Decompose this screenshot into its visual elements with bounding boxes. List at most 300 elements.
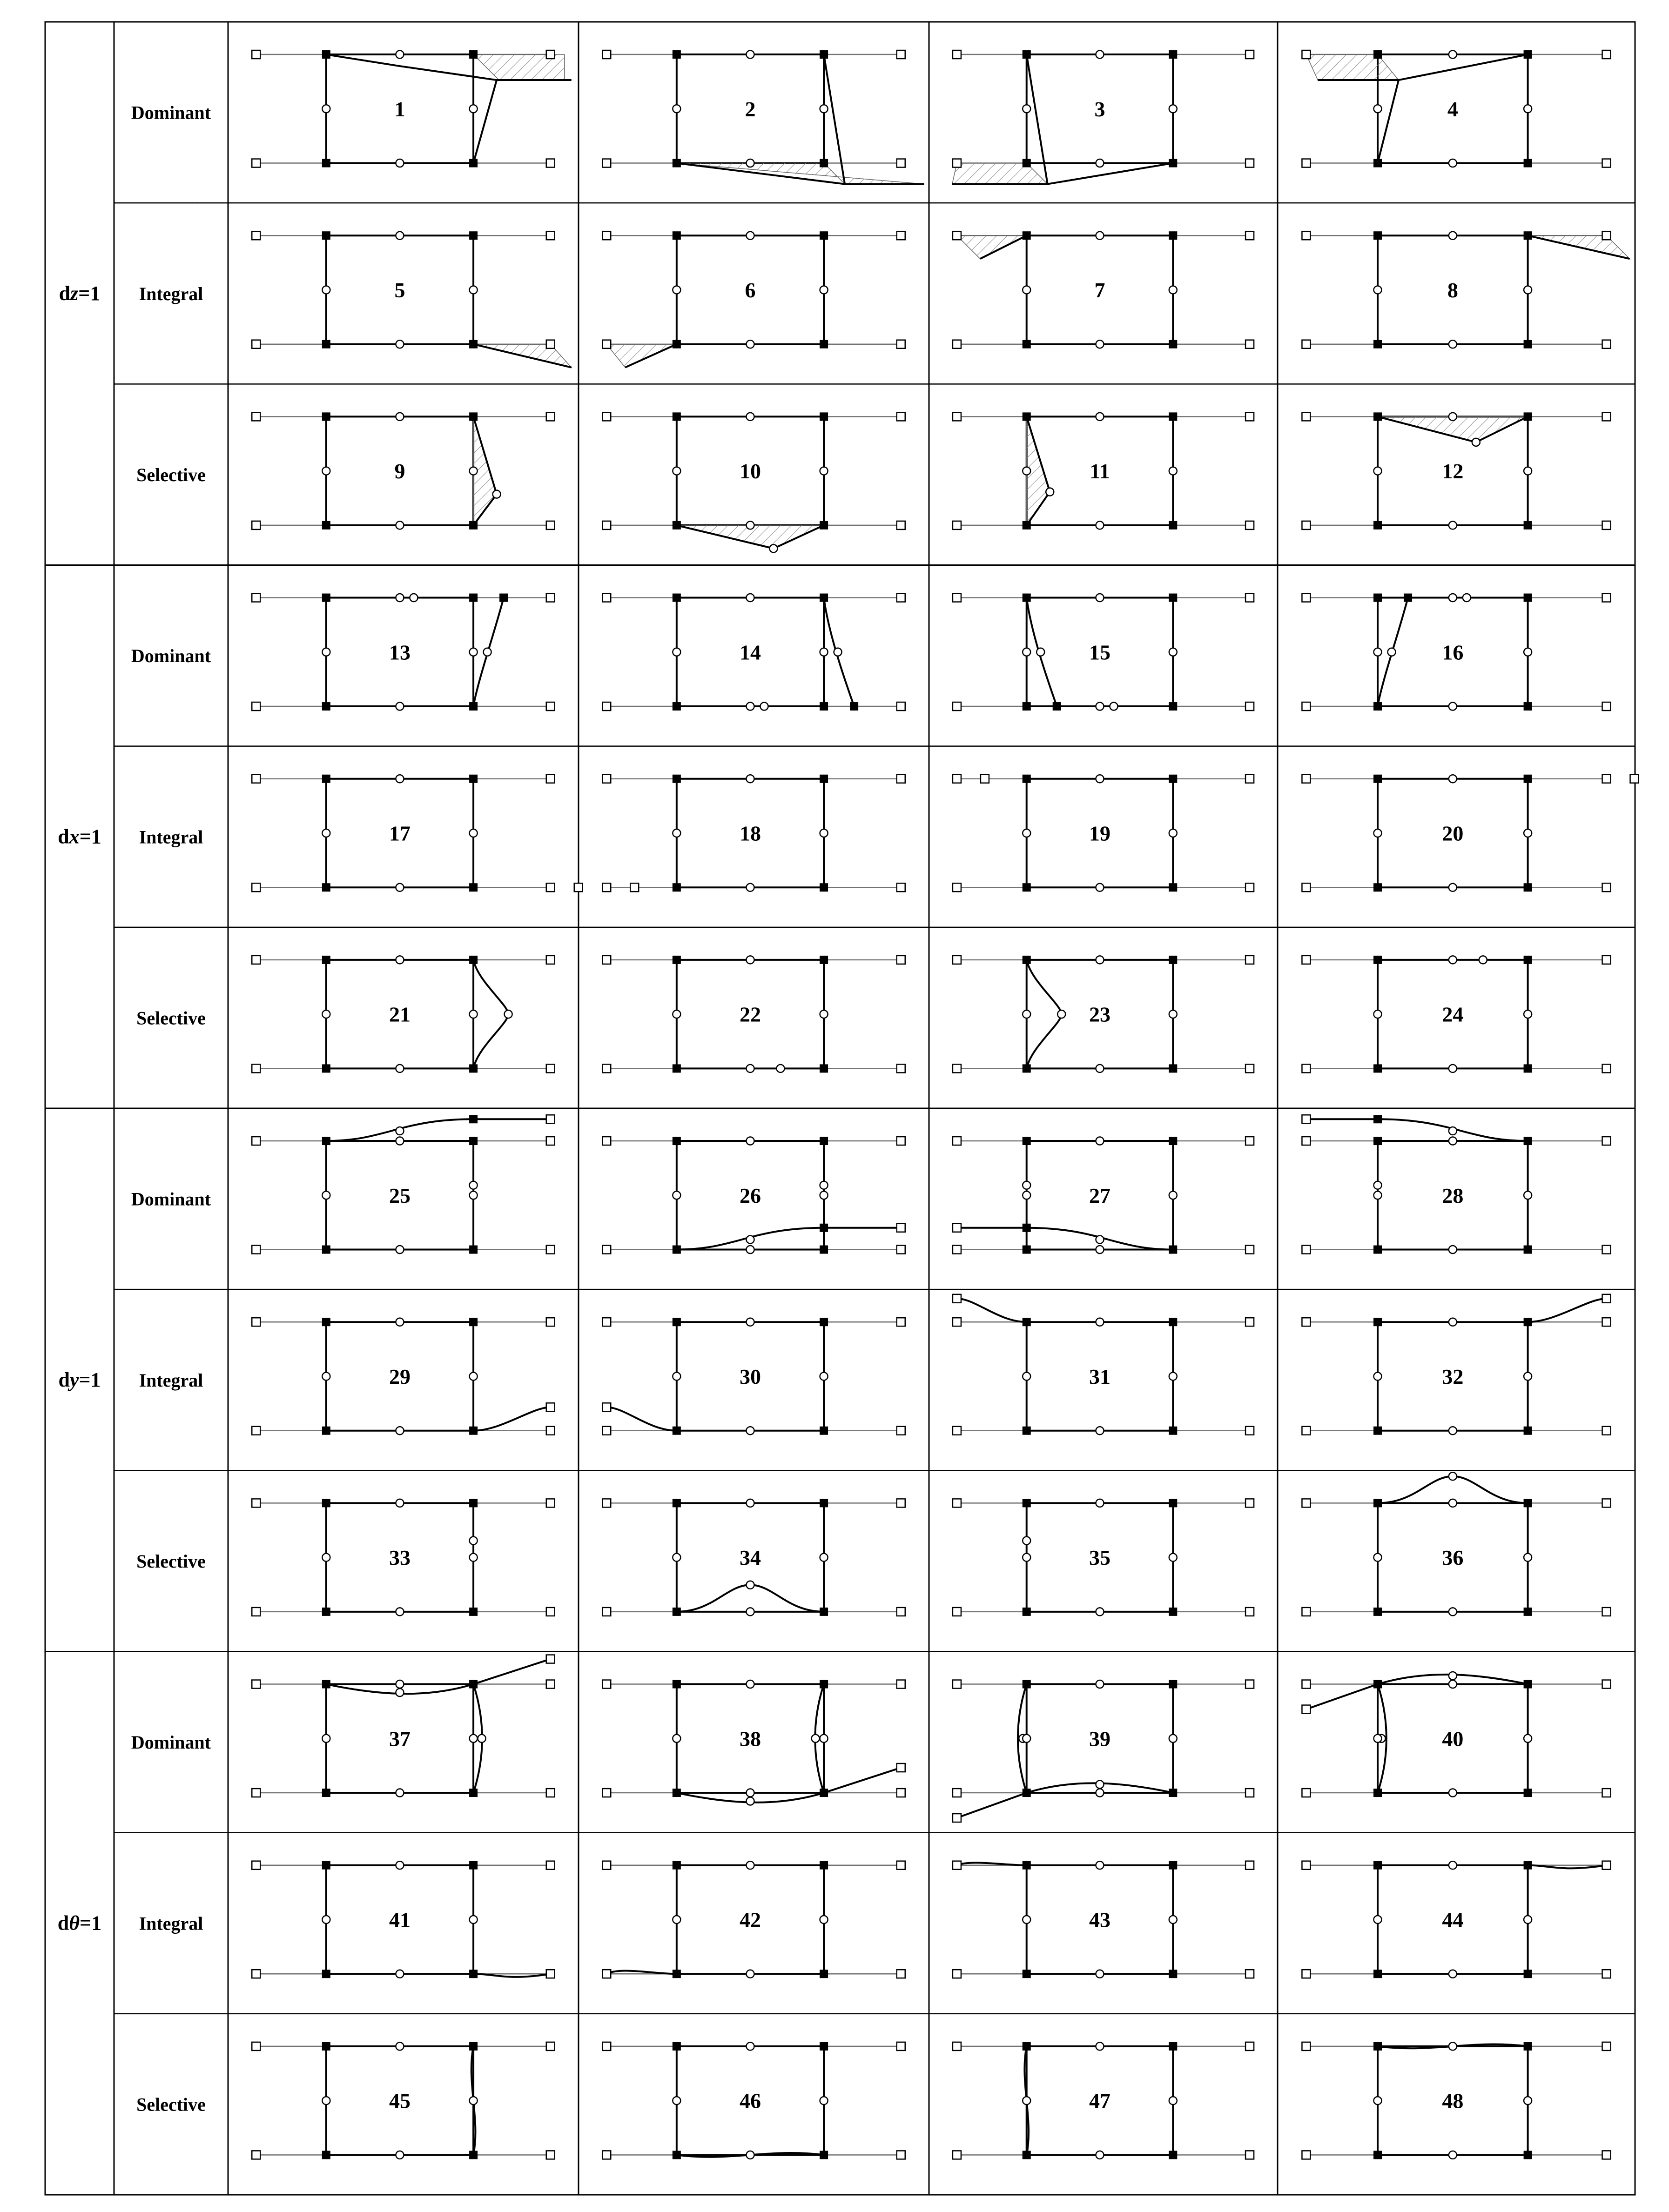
rigid-joint-node: [499, 594, 508, 602]
mid-node: [1388, 648, 1396, 656]
mid-node: [470, 1554, 478, 1562]
support-node: [953, 883, 961, 892]
mid-node: [396, 1427, 404, 1434]
mode-panel: [953, 1861, 1254, 1978]
support-node: [1245, 50, 1254, 59]
mid-node: [1449, 521, 1457, 529]
mid-node: [1449, 1789, 1457, 1797]
support-node: [897, 1246, 905, 1254]
mid-node: [1096, 1137, 1104, 1145]
mode-label: Dominant: [131, 102, 211, 123]
mid-node: [746, 1065, 754, 1072]
rigid-joint-node: [1169, 775, 1177, 783]
mid-node: [1023, 1191, 1030, 1199]
support-node: [546, 1970, 555, 1978]
mid-node: [1449, 2151, 1457, 2159]
rigid-joint-node: [1169, 340, 1177, 349]
support-node: [602, 1318, 611, 1326]
panel-number: 44: [1442, 1908, 1464, 1932]
rigid-joint-node: [673, 1680, 681, 1689]
support-node: [252, 159, 260, 168]
rigid-joint-node: [1524, 1680, 1532, 1689]
mid-node: [1096, 159, 1104, 167]
mid-node: [820, 648, 828, 656]
mid-node: [396, 1608, 404, 1615]
deformed-shape: [957, 1228, 1173, 1250]
mid-node: [322, 1735, 330, 1743]
support-node: [602, 702, 611, 711]
mid-node: [1096, 1246, 1104, 1253]
rigid-joint-node: [1524, 883, 1532, 892]
mid-node: [1110, 703, 1118, 711]
mid-node: [1449, 703, 1457, 711]
mid-node: [396, 1970, 404, 1978]
mode-panel: [252, 1115, 555, 1253]
mode-panel: [252, 2042, 555, 2159]
rigid-joint-node: [1169, 1789, 1177, 1797]
mid-node: [1096, 2151, 1104, 2159]
mid-node: [470, 648, 478, 656]
rigid-joint-node: [469, 2151, 478, 2159]
support-node: [897, 340, 905, 349]
rigid-joint-node: [1023, 1224, 1031, 1232]
mode-panel: [252, 231, 572, 368]
mid-node: [673, 1735, 680, 1743]
support-node: [953, 1246, 961, 1254]
mid-node: [746, 340, 754, 348]
rigid-joint-node: [673, 1789, 681, 1797]
panel-number: 16: [1442, 640, 1464, 664]
mid-node: [396, 2042, 404, 2050]
support-node: [897, 1427, 905, 1435]
mid-node: [470, 1735, 478, 1743]
rigid-joint-node: [322, 1680, 330, 1689]
rigid-joint-node: [1023, 1064, 1031, 1072]
rigid-joint-node: [1524, 231, 1532, 240]
support-node: [1602, 1970, 1611, 1978]
rigid-joint-node: [322, 2151, 330, 2159]
rigid-joint-node: [1373, 1680, 1382, 1689]
mid-node: [1023, 1916, 1030, 1924]
rigid-joint-node: [820, 1608, 828, 1616]
support-node: [252, 1137, 260, 1145]
rigid-joint-node: [673, 1499, 681, 1507]
deformed-shape: [957, 1783, 1173, 1818]
rigid-joint-node: [469, 1318, 478, 1326]
mid-node: [484, 648, 491, 656]
rigid-joint-node: [673, 1137, 681, 1145]
support-node: [1302, 1246, 1310, 1254]
mode-panel: [1302, 1294, 1610, 1435]
mid-node: [1096, 1861, 1104, 1869]
mid-node: [1449, 594, 1457, 602]
mid-node: [746, 1861, 754, 1869]
mid-node: [746, 1137, 754, 1145]
mid-node: [322, 648, 330, 656]
rigid-joint-node: [820, 1427, 828, 1435]
support-node: [1602, 1294, 1611, 1303]
support-node: [1245, 231, 1254, 240]
mid-node: [396, 703, 404, 711]
mode-panel: [953, 956, 1254, 1073]
panel-number: 11: [1090, 459, 1110, 483]
mid-node: [673, 286, 680, 294]
mode-panel: [602, 594, 905, 711]
support-node: [252, 594, 260, 602]
support-node: [1602, 231, 1611, 240]
support-node: [1245, 1427, 1254, 1435]
mid-node: [746, 521, 754, 529]
rigid-joint-node: [673, 159, 681, 168]
rigid-joint-node: [1023, 1970, 1031, 1978]
panel-number: 46: [739, 2089, 761, 2113]
support-node: [602, 1861, 611, 1870]
rigid-joint-node: [1023, 1246, 1031, 1254]
mid-node: [1374, 1916, 1382, 1924]
mid-node: [673, 1916, 680, 1924]
support-node: [602, 412, 611, 421]
panel-number: 17: [389, 821, 411, 845]
support-node: [1302, 594, 1310, 602]
support-node: [1302, 521, 1310, 530]
mid-node: [396, 2151, 404, 2159]
support-node: [546, 1403, 555, 1411]
support-node: [1245, 775, 1254, 783]
rigid-joint-node: [1169, 1427, 1177, 1435]
mid-node: [1449, 956, 1457, 964]
support-node: [1602, 1246, 1611, 1254]
support-node: [602, 1499, 611, 1507]
rigid-joint-node: [820, 2151, 828, 2159]
support-node: [897, 775, 905, 783]
mode-panel: [1302, 231, 1629, 349]
rigid-joint-node: [1373, 231, 1382, 240]
support-node: [546, 1861, 555, 1870]
mid-node: [673, 105, 680, 113]
mid-node: [1096, 1970, 1104, 1978]
panel-number: 34: [739, 1546, 761, 1570]
deformed-shape: [1027, 960, 1062, 1069]
rigid-joint-node: [469, 1861, 478, 1870]
rigid-joint-node: [1169, 50, 1177, 59]
support-node: [897, 1680, 905, 1689]
support-node: [1602, 521, 1611, 530]
mid-node: [1374, 1554, 1382, 1562]
mid-node: [1524, 1916, 1532, 1924]
mid-node: [1169, 829, 1177, 837]
rigid-joint-node: [820, 1064, 828, 1072]
rigid-joint-node: [1373, 1499, 1382, 1507]
mode-label: Integral: [139, 283, 203, 304]
mode-label: Integral: [139, 1913, 203, 1934]
mid-node: [1449, 1318, 1457, 1326]
rigid-joint-node: [322, 775, 330, 783]
support-node: [546, 1499, 555, 1507]
rigid-joint-node: [1373, 159, 1382, 168]
mid-node: [1096, 2042, 1104, 2050]
mode-label: Selective: [136, 1007, 206, 1029]
mid-node: [820, 467, 828, 475]
mode-label: Dominant: [131, 645, 211, 667]
mid-node: [493, 490, 501, 498]
panel-number: 2: [745, 97, 756, 121]
rigid-joint-node: [673, 1246, 681, 1254]
mid-node: [1169, 105, 1177, 113]
support-node: [1302, 340, 1310, 349]
mid-node: [1449, 1427, 1457, 1434]
rigid-joint-node: [1373, 50, 1382, 59]
mid-node: [746, 1318, 754, 1326]
mid-node: [1374, 1735, 1382, 1743]
rigid-joint-node: [322, 412, 330, 421]
panel-number: 38: [739, 1727, 761, 1751]
support-node: [1302, 1970, 1310, 1978]
mid-node: [1096, 232, 1104, 240]
support-node: [602, 775, 611, 783]
mid-node: [1023, 1010, 1030, 1018]
mode-panel: [953, 1294, 1254, 1435]
mid-node: [746, 1789, 754, 1797]
mid-node: [1524, 105, 1532, 113]
support-node: [1302, 956, 1310, 964]
mid-node: [1374, 467, 1382, 475]
mid-node: [322, 1372, 330, 1380]
rigid-joint-node: [673, 1861, 681, 1870]
mid-node: [746, 1970, 754, 1978]
support-node: [953, 1608, 961, 1616]
support-node: [953, 2151, 961, 2159]
rigid-joint-node: [469, 594, 478, 602]
mid-node: [1023, 286, 1030, 294]
mid-node: [820, 829, 828, 837]
support-node: [953, 2042, 961, 2051]
mid-node: [1096, 1427, 1104, 1434]
mid-node: [1449, 1608, 1457, 1615]
mid-node: [322, 105, 330, 113]
mid-node: [1169, 1010, 1177, 1018]
mid-node: [746, 51, 754, 59]
panel-number: 20: [1442, 821, 1464, 845]
mid-node: [1096, 51, 1104, 59]
mid-node: [1449, 1246, 1457, 1253]
support-node: [546, 883, 555, 892]
rigid-joint-node: [322, 1789, 330, 1797]
rigid-joint-node: [1373, 883, 1382, 892]
rigid-joint-node: [1023, 956, 1031, 964]
rigid-joint-node: [1169, 231, 1177, 240]
support-node: [1245, 1246, 1254, 1254]
support-node: [953, 594, 961, 602]
panel-number: 39: [1089, 1727, 1111, 1751]
support-node: [1602, 594, 1611, 602]
support-node: [602, 1608, 611, 1616]
displacement-hatch: [1306, 54, 1399, 80]
mid-node: [1449, 159, 1457, 167]
rigid-joint-node: [1524, 1427, 1532, 1435]
support-node: [252, 1427, 260, 1435]
support-node: [1630, 775, 1639, 783]
deformed-shape: [677, 1768, 901, 1803]
support-node: [602, 521, 611, 530]
mid-node: [1524, 1372, 1532, 1380]
mode-label: Dominant: [131, 1188, 211, 1210]
mode-panel: [952, 50, 1254, 184]
rigid-joint-node: [820, 521, 828, 530]
support-node: [953, 231, 961, 240]
support-node: [546, 702, 555, 711]
mode-panel: [602, 412, 905, 552]
support-node: [252, 956, 260, 964]
mode-panel: [602, 231, 905, 368]
support-node: [897, 1763, 905, 1772]
mode-panel: [252, 594, 555, 711]
panel-number: 32: [1442, 1364, 1464, 1388]
rigid-joint-node: [1169, 883, 1177, 892]
mid-node: [1449, 413, 1457, 421]
rigid-joint-node: [322, 594, 330, 602]
mid-node: [746, 775, 754, 783]
panel-number: 37: [389, 1727, 411, 1751]
rigid-joint-node: [469, 1499, 478, 1507]
mid-node: [396, 159, 404, 167]
support-node: [897, 2151, 905, 2159]
support-node: [546, 521, 555, 530]
mid-node: [1096, 1781, 1104, 1789]
support-node: [602, 1427, 611, 1435]
mid-node: [1449, 1499, 1457, 1507]
rigid-joint-node: [469, 956, 478, 964]
support-node: [1302, 1608, 1310, 1616]
rigid-joint-node: [1373, 340, 1382, 349]
rigid-joint-node: [322, 1137, 330, 1145]
support-node: [953, 412, 961, 421]
mid-node: [1023, 1181, 1030, 1189]
rigid-joint-node: [1524, 1499, 1532, 1507]
deformed-shape: [1528, 1299, 1607, 1322]
support-node: [602, 340, 611, 349]
mid-node: [1449, 232, 1457, 240]
rigid-joint-node: [322, 159, 330, 168]
rigid-joint-node: [1023, 231, 1031, 240]
rigid-joint-node: [1023, 2151, 1031, 2159]
support-node: [1602, 1499, 1611, 1507]
support-node: [953, 1680, 961, 1689]
mid-node: [396, 775, 404, 783]
mid-node: [396, 51, 404, 59]
rigid-joint-node: [820, 1246, 828, 1254]
mid-node: [820, 1191, 828, 1199]
support-node: [953, 50, 961, 59]
mid-node: [1524, 2097, 1532, 2105]
mid-node: [1169, 1554, 1177, 1562]
support-node: [252, 1499, 260, 1507]
support-node: [897, 1789, 905, 1797]
panel-number: 33: [389, 1546, 411, 1570]
rigid-joint-node: [820, 1499, 828, 1507]
rigid-joint-node: [469, 1246, 478, 1254]
mid-node: [396, 1318, 404, 1326]
mid-node: [1524, 1735, 1532, 1743]
mid-node: [396, 1065, 404, 1072]
support-node: [546, 1608, 555, 1616]
mode-panel: [1302, 412, 1610, 529]
rigid-joint-node: [1524, 702, 1532, 711]
mid-node: [1096, 521, 1104, 529]
support-node: [1245, 1137, 1254, 1145]
mid-node: [1023, 648, 1030, 656]
support-node: [546, 1680, 555, 1689]
rigid-joint-node: [322, 2042, 330, 2051]
rigid-joint-node: [1373, 775, 1382, 783]
rigid-joint-node: [1524, 1318, 1532, 1326]
support-node: [546, 2151, 555, 2159]
mid-node: [1169, 648, 1177, 656]
support-node: [546, 1655, 555, 1663]
rigid-joint-node: [673, 340, 681, 349]
mode-panel: [1302, 1861, 1610, 1978]
group-label: dθ=1: [57, 1911, 102, 1935]
support-node: [1302, 775, 1310, 783]
panel-number: 18: [739, 821, 761, 845]
support-node: [981, 775, 989, 783]
rigid-joint-node: [673, 1970, 681, 1978]
mid-node: [1449, 1472, 1457, 1480]
support-node: [897, 956, 905, 964]
rigid-joint-node: [1023, 1427, 1031, 1435]
mid-node: [1524, 829, 1532, 837]
rigid-joint-node: [322, 521, 330, 530]
support-node: [897, 1064, 905, 1072]
support-node: [546, 956, 555, 964]
displacement-hatch: [677, 163, 924, 184]
rigid-joint-node: [820, 775, 828, 783]
support-node: [1602, 412, 1611, 421]
support-node: [546, 775, 555, 783]
rigid-joint-node: [469, 1064, 478, 1072]
support-node: [953, 1427, 961, 1435]
mode-panel: [953, 1680, 1254, 1823]
support-node: [897, 159, 905, 168]
mid-node: [322, 1916, 330, 1924]
support-node: [546, 2042, 555, 2051]
support-node: [252, 1608, 260, 1616]
mid-node: [1449, 1127, 1457, 1135]
mid-node: [1036, 648, 1044, 656]
mid-node: [1449, 775, 1457, 783]
support-node: [897, 2042, 905, 2051]
support-node: [1245, 1970, 1254, 1978]
panel-number: 31: [1089, 1364, 1111, 1388]
rigid-joint-node: [673, 50, 681, 59]
rigid-joint-node: [469, 1608, 478, 1616]
rigid-joint-node: [469, 1789, 478, 1797]
support-node: [252, 1318, 260, 1326]
panel-number: 29: [389, 1364, 411, 1388]
mid-node: [746, 1608, 754, 1615]
mid-node: [1057, 1010, 1065, 1018]
rigid-joint-node: [673, 1064, 681, 1072]
rigid-joint-node: [1053, 702, 1061, 711]
support-node: [897, 1318, 905, 1326]
rigid-joint-node: [673, 883, 681, 892]
mid-node: [1169, 286, 1177, 294]
support-node: [1245, 1861, 1254, 1870]
mid-node: [322, 1010, 330, 1018]
support-node: [252, 775, 260, 783]
support-node: [953, 956, 961, 964]
rigid-joint-node: [1373, 1246, 1382, 1254]
mid-node: [1096, 413, 1104, 421]
